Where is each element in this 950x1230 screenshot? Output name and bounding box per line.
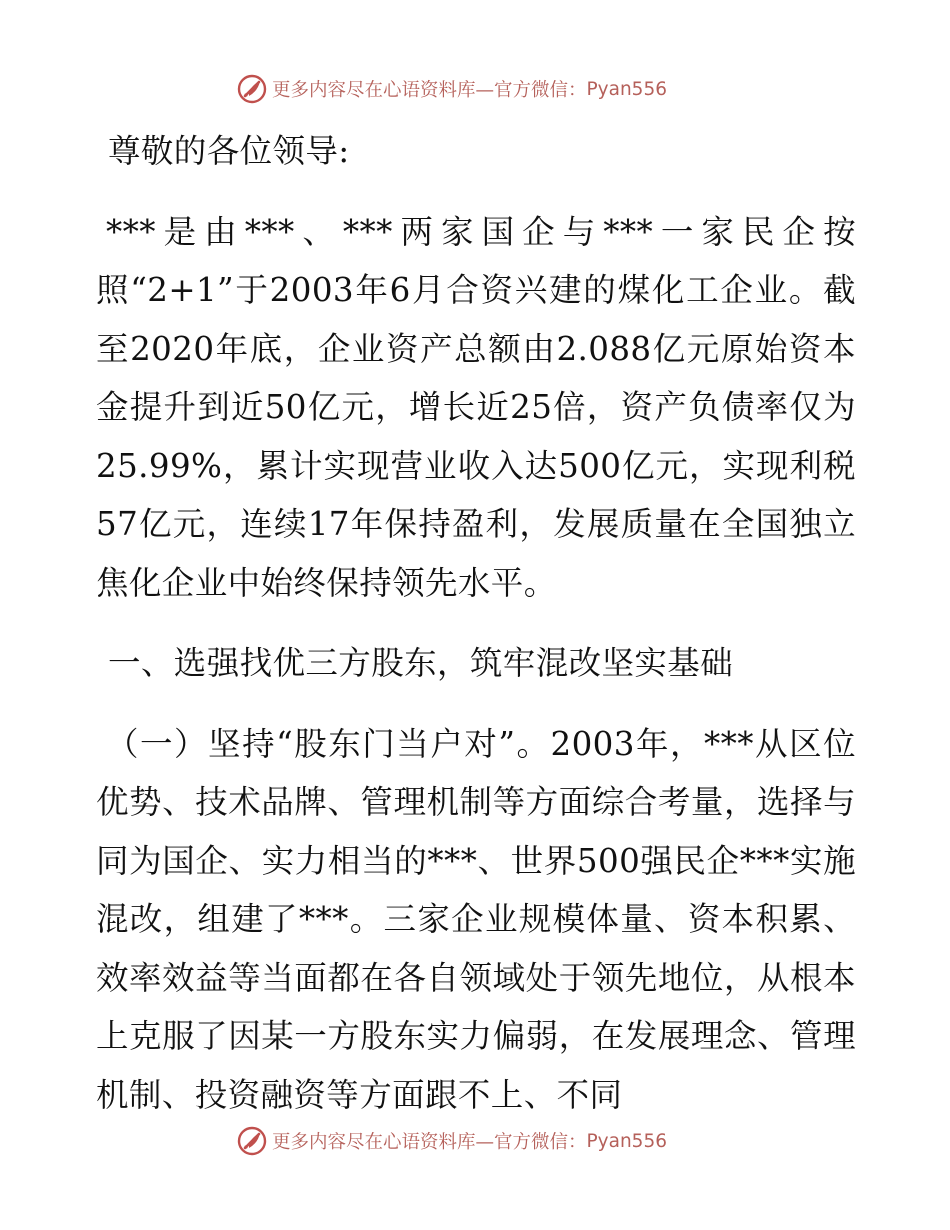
header-wechat-id: Pyan556 <box>586 78 667 100</box>
salutation: 尊敬的各位领导: <box>108 132 350 170</box>
section-heading: 一、选强找优三方股东，筑牢混改坚实基础 <box>108 644 734 682</box>
document-body <box>96 122 856 1124</box>
quill-logo-icon <box>236 1125 268 1157</box>
header-promo-text: 更多内容尽在心语资料库—官方微信： <box>272 80 587 101</box>
quill-logo-icon <box>236 73 268 105</box>
intro-paragraph: ***是由***、***两家国企与***一家民企按照“2+1”于2003年6月合资兴建的煤化工企业。截至2020年底，企业资产总额由2.088亿元原始资本金提升到近50亿元，增长近25倍，资产负债率仅为25.99%，累计实现营业收入达500亿元，实现利税57亿元，连续17年保持盈利，发展质量在全国独立焦化企业中始终保持领先水平。 <box>96 212 856 602</box>
header-banner <box>236 72 667 106</box>
footer-wechat-id: Pyan556 <box>586 1130 667 1152</box>
section-paragraph: （一）坚持“股东门当户对”。2003年，***从区位优势、技术品牌、管理机制等方面综合考量，选择与同为国企、实力相当的***、世界500强民企***实施混改，组建了***。三家企业规模体量、资本积累、效率效益等当面都在各自领域处于领先地位，从根本上克服了因某一方股东实力偏弱，在发展理念、管理机制、投资融资等方面跟不上、不同 <box>96 724 856 1114</box>
footer-banner <box>236 1124 667 1158</box>
footer-promo-text: 更多内容尽在心语资料库—官方微信： <box>272 1132 587 1153</box>
